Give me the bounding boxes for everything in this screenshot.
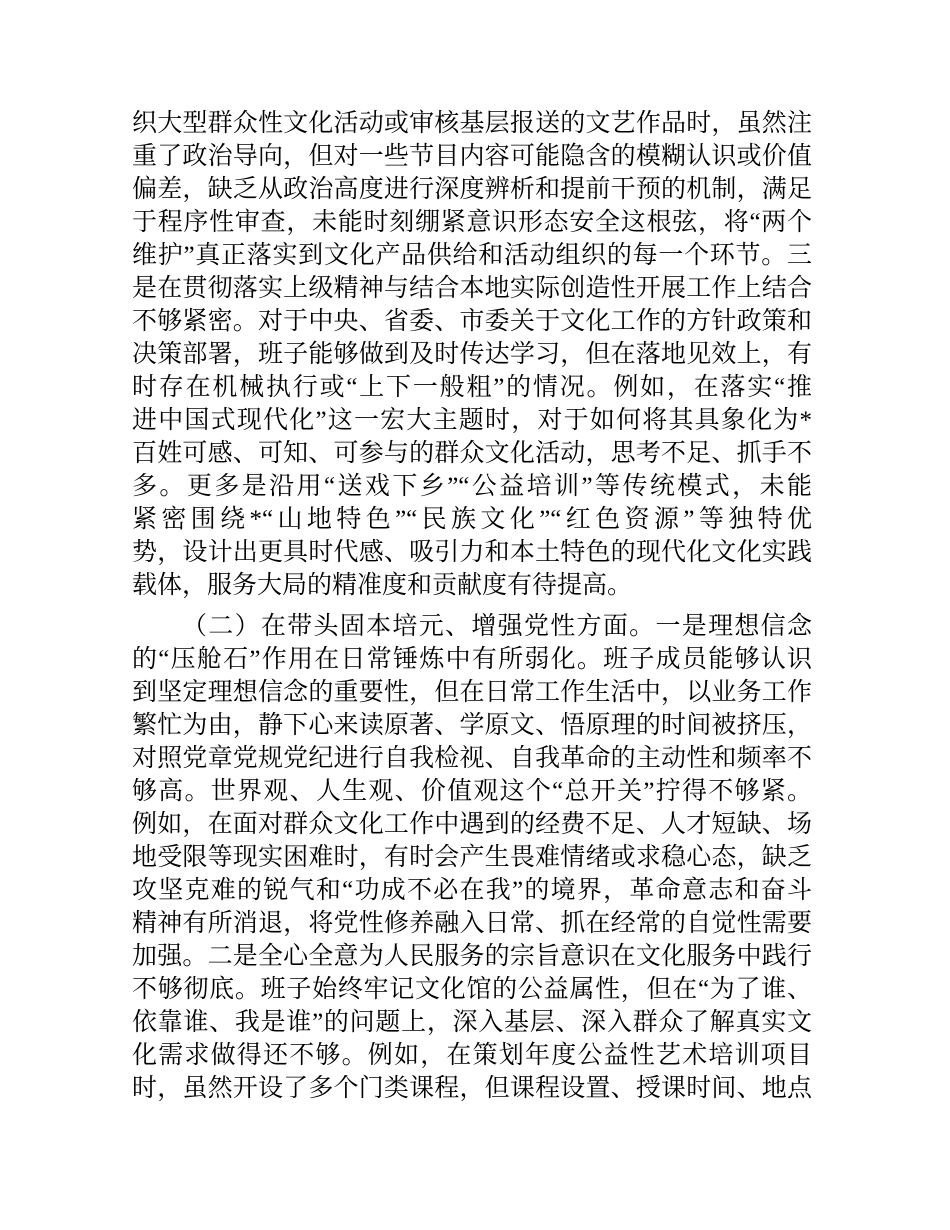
text-line: 维护”真正落实到文化产品供给和活动组织的每一个环节。三: [132, 242, 812, 269]
text-line: 时存在机械执行或“上下一般粗”的情况。例如，在落实“推: [132, 374, 812, 401]
text-line: 不够彻底。班子始终牢记文化馆的公益属性，但在“为了谁、: [132, 976, 812, 1003]
text-line: 繁忙为由，静下心来读原著、学原文、悟原理的时间被挤压，: [132, 712, 812, 739]
text-line: 于程序性审查，未能时刻绷紧意识形态安全这根弦，将“两个: [132, 209, 812, 236]
text-line: （二）在带头固本培元、增强党性方面。一是理想信念: [182, 613, 812, 640]
text-line: 时，虽然开设了多个门类课程，但课程设置、授课时间、地点: [132, 1075, 812, 1102]
text-line: 化需求做得还不够。例如，在策划年度公益性艺术培训项目: [132, 1042, 812, 1069]
text-line: 多。更多是沿用“送戏下乡”“公益培训”等传统模式，未能: [132, 473, 812, 500]
text-line: 势，设计出更具时代感、吸引力和本土特色的现代化文化实践: [132, 539, 812, 566]
text-line: 百姓可感、可知、可参与的群众文化活动，思考不足、抓手不: [132, 440, 812, 467]
paragraph-political-leadership: [132, 107, 812, 602]
text-line: 织大型群众性文化活动或审核基层报送的文艺作品时，虽然注: [132, 110, 812, 137]
text-line: 例如，在面对群众文化工作中遇到的经费不足、人才短缺、场: [132, 811, 812, 838]
text-line: 是在贯彻落实上级精神与结合本地实际创造性开展工作上结合: [132, 275, 812, 302]
text-line: 精神有所消退，将党性修养融入日常、抓在经常的自觉性需要: [132, 910, 812, 937]
paragraph-party-spirit: [132, 610, 812, 1105]
text-line: 够高。世界观、人生观、价值观这个“总开关”拧得不够紧。: [132, 778, 812, 805]
text-line: 加强。二是全心全意为人民服务的宗旨意识在文化服务中践行: [132, 943, 812, 970]
text-line: 地受限等现实困难时，有时会产生畏难情绪或求稳心态，缺乏: [132, 844, 812, 871]
text-line: 的“压舱石”作用在日常锤炼中有所弱化。班子成员能够认识: [132, 646, 812, 673]
text-line: 不够紧密。对于中央、省委、市委关于文化工作的方针政策和: [132, 308, 812, 335]
text-line: 依靠谁、我是谁”的问题上，深入基层、深入群众了解真实文: [132, 1009, 812, 1036]
text-line: 重了政治导向，但对一些节目内容可能隐含的模糊认识或价值: [132, 143, 812, 170]
text-line: 载体，服务大局的精准度和贡献度有待提高。: [132, 572, 633, 599]
text-line: 攻坚克难的锐气和“功成不必在我”的境界，革命意志和奋斗: [132, 877, 812, 904]
text-line: 决策部署，班子能够做到及时传达学习，但在落地见效上，有: [132, 341, 812, 368]
document-text-block: [132, 107, 812, 1105]
text-line: 到坚定理想信念的重要性，但在日常工作生活中，以业务工作: [132, 679, 812, 706]
text-line: 进中国式现代化”这一宏大主题时，对于如何将其具象化为*: [132, 407, 812, 434]
text-line: 紧密围绕*“山地特色”“民族文化”“红色资源”等独特优: [132, 506, 812, 533]
text-line: 对照党章党规党纪进行自我检视、自我革命的主动性和频率不: [132, 745, 812, 772]
text-line: 偏差，缺乏从政治高度进行深度辨析和提前干预的机制，满足: [132, 176, 812, 203]
